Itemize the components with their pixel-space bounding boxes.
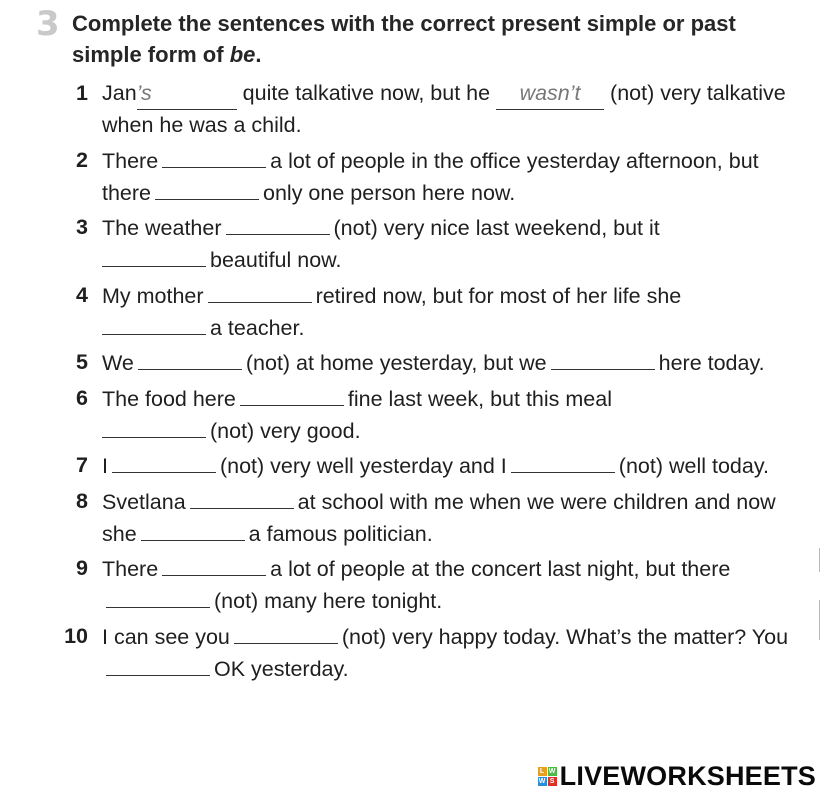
item-number: 6 (76, 385, 88, 410)
sentence-text: only one person here now. (263, 180, 516, 205)
sentence-text: Jan (102, 81, 137, 105)
answer-blank[interactable] (162, 553, 266, 576)
sentence-text: There (102, 148, 159, 173)
sentence-text: (not) well today. (618, 454, 769, 478)
answer-blank[interactable] (155, 177, 259, 200)
answer-blank[interactable] (138, 347, 242, 370)
liveworksheets-logo (538, 761, 816, 792)
answer-blank[interactable] (208, 280, 312, 303)
sentence-text: a lot of people in the office yesterday afternoon, but there (102, 148, 759, 205)
sentence-text: retired now, but for most of her life she (315, 283, 682, 308)
page-edge-mark (819, 548, 828, 572)
sentence-item-8 (58, 486, 798, 550)
sentence-text: The weather (102, 216, 222, 240)
instruction-end: . (255, 42, 262, 67)
item-number: 4 (76, 282, 88, 307)
sentence-text: beautiful now. (210, 248, 342, 272)
answer-blank[interactable] (234, 621, 338, 644)
logo-mark-cell: W (538, 778, 546, 785)
logo-mark-cell: W (548, 768, 556, 775)
sentence-text: (not) very happy today. What’s the matter? You (341, 624, 789, 649)
item-number: 2 (76, 147, 88, 172)
item-number: 1 (76, 81, 88, 105)
sentence-text: I can see you (102, 624, 230, 649)
sentence-text: (not) very talkative when he was a child. (102, 81, 786, 137)
sentence-text: I (102, 454, 108, 478)
logo-mark-cell: S (548, 777, 557, 786)
answer-blank[interactable] (190, 486, 294, 509)
sentence-text: Svetlana (102, 489, 186, 514)
example-answer: ’s (136, 81, 152, 105)
answer-blank[interactable] (102, 415, 206, 438)
item-number: 7 (76, 453, 88, 477)
sentence-text: The food here (102, 386, 236, 411)
instruction-text: Complete the sentences with the correct present simple or past simple form of (72, 11, 736, 67)
sentence-text: (not) very well yesterday and I (219, 454, 507, 478)
logo-text: LIVEWORKSHEETS (559, 761, 816, 791)
sentence-text: We (102, 351, 134, 375)
sentence-text: a famous politician. (248, 521, 433, 546)
sentence-item-10 (58, 621, 798, 685)
exercise-number: 3 (36, 4, 60, 44)
sentence-text: There (102, 557, 159, 581)
instruction-emphasis: be (229, 42, 256, 67)
answer-blank[interactable] (102, 244, 206, 267)
sentence-text: here today. (658, 351, 765, 375)
sentence-text: (not) at home yesterday, but we (245, 351, 547, 375)
answer-blank[interactable] (106, 585, 210, 608)
item-number: 9 (76, 556, 88, 580)
sentence-text: My mother (102, 283, 204, 308)
logo-mark-cell: L (538, 767, 547, 776)
answer-blank[interactable] (102, 312, 206, 335)
sentence-text: quite talkative now, but he (242, 81, 491, 105)
item-number: 5 (76, 350, 88, 374)
answer-blank[interactable] (106, 653, 210, 676)
sentence-item-5 (58, 347, 798, 379)
sentence-text: at school with me when we were children and now she (102, 489, 776, 546)
sentence-text: a lot of people at the concert last night, but there (270, 557, 731, 581)
sentence-item-6 (58, 383, 798, 447)
item-number: 3 (76, 215, 88, 239)
sentence-item-9 (58, 553, 798, 617)
answer-blank[interactable] (551, 347, 655, 370)
sentence-text: (not) very good. (210, 418, 361, 443)
sentence-text: fine last week, but this meal (347, 386, 612, 411)
sentence-list (58, 78, 798, 688)
answer-blank[interactable] (137, 78, 237, 110)
sentence-text: OK yesterday. (214, 656, 349, 681)
answer-blank[interactable] (141, 518, 245, 541)
answer-blank[interactable] (112, 450, 216, 473)
answer-blank[interactable] (496, 78, 604, 110)
sentence-text: a teacher. (210, 315, 305, 340)
sentence-item-7 (58, 450, 798, 482)
answer-blank[interactable] (162, 145, 266, 168)
item-number: 8 (76, 488, 88, 513)
sentence-text: (not) very nice last weekend, but it (333, 216, 660, 240)
answer-blank[interactable] (240, 383, 344, 406)
sentence-item-3 (58, 212, 798, 276)
answer-blank[interactable] (511, 450, 615, 473)
sentence-item-1 (58, 78, 798, 141)
logo-mark-icon (538, 767, 557, 786)
sentence-item-2 (58, 145, 798, 209)
instruction (72, 8, 792, 70)
sentence-item-4 (58, 280, 798, 344)
item-number: 10 (64, 623, 88, 648)
sentence-text: (not) many here tonight. (214, 589, 443, 613)
page-edge-mark (819, 600, 828, 640)
example-answer: wasn’t (519, 81, 581, 105)
answer-blank[interactable] (226, 212, 330, 235)
